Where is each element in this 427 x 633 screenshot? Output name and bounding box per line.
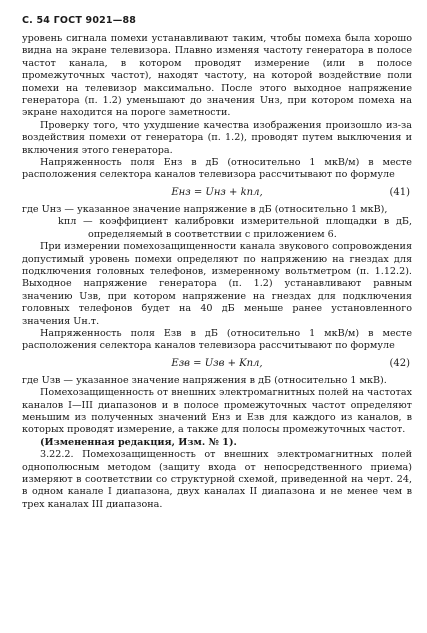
paragraph-1: уровень сигнала помехи устанавливают таким, чтобы помеха была хорошо видна на экране телевизора. Плавно изменяя частоту генератора в полосе частот канала, в котором проводят измерение (или в полосе промежуточных частот), находят частоту, на которой воздействие поли помехи на телевизор максимально. После этого выходное напряжение генератора (п. 1.2) уменьшают до значения Uнз, при котором помеха на экране находится на пороге заметности. [22, 33, 412, 119]
paragraph-6: Помехозащищенность от внешних электромагнитных полей на частотах каналов I—III диапазонов и в полосе промежуточных частот определяют меньшим из полученных значений Eнз и Eзв для каждого из каналов, в которых проводят измерение, а также для полосы промежуточных частот. [22, 387, 412, 436]
amendment-note: (Измененная редакция, Изм. № 1). [40, 436, 237, 448]
paragraph-4: При измерении помехозащищенности канала звукового сопровождения допустимый уровень помехи определяют по напряжению на гнездах для подключения головных телефонов, измеренному вольтметром (п. 1.12.2). Выходное напряжение генератора (п. 1.2) устанавливают равным значению Uзв, при котором напряжение на гнездах для подключения головных телефонов будет на 40 дБ меньше ранее установленного значения Uн.т. [22, 241, 412, 327]
document-page [22, 14, 412, 624]
definition-1: где Uнз — указанное значение напряжение в дБ (относительно 1 мкВ), [22, 203, 388, 215]
formula-42 [22, 355, 412, 373]
formula-41 [22, 184, 412, 202]
paragraph-8: 3.22.2. Помехозащищенность от внешних электромагнитных полей однополюсным методом (защиту входа от непосредственного приема) измеряют в соответствии со структурной схемой, приведенной на черт. 24, в одном канале I диапазона, двух каналах II диапазона и не менее чем в трех каналах III диапазона. [22, 449, 412, 510]
paragraph-2: Проверку того, что ухудшение качества изображения произошло из-за воздействия помехи от генератора (п. 1.2), проводят путем выключения и включения этого генератора. [22, 119, 412, 156]
formula-42-body: Eзв = Uзв + Kпл, [171, 357, 263, 369]
paragraph-5: Напряженность поля Eзв в дБ (относительно 1 мкВ/м) в месте расположения селектора каналов телевизора рассчитывают по формуле [22, 327, 412, 352]
definition-3: где Uзв — указанное значение напряжения в дБ (относительно 1 мкВ). [22, 374, 387, 386]
formula-41-number: (41) [389, 186, 410, 198]
paragraph-3: Напряженность поля Eнз в дБ (относительно 1 мкВ/м) в месте расположения селектора каналов телевизора рассчитывают по формуле [22, 157, 412, 181]
definition-2: kпл — коэффициент калибровки измерительной площадки в дБ, определяемый в соответствии с приложением 6. [58, 216, 412, 240]
page-header: С. 54 ГОСТ 9021—88 [22, 15, 137, 26]
formula-41-body: Eнз = Uнз + kпл, [171, 186, 263, 198]
formula-42-number: (42) [389, 357, 410, 369]
